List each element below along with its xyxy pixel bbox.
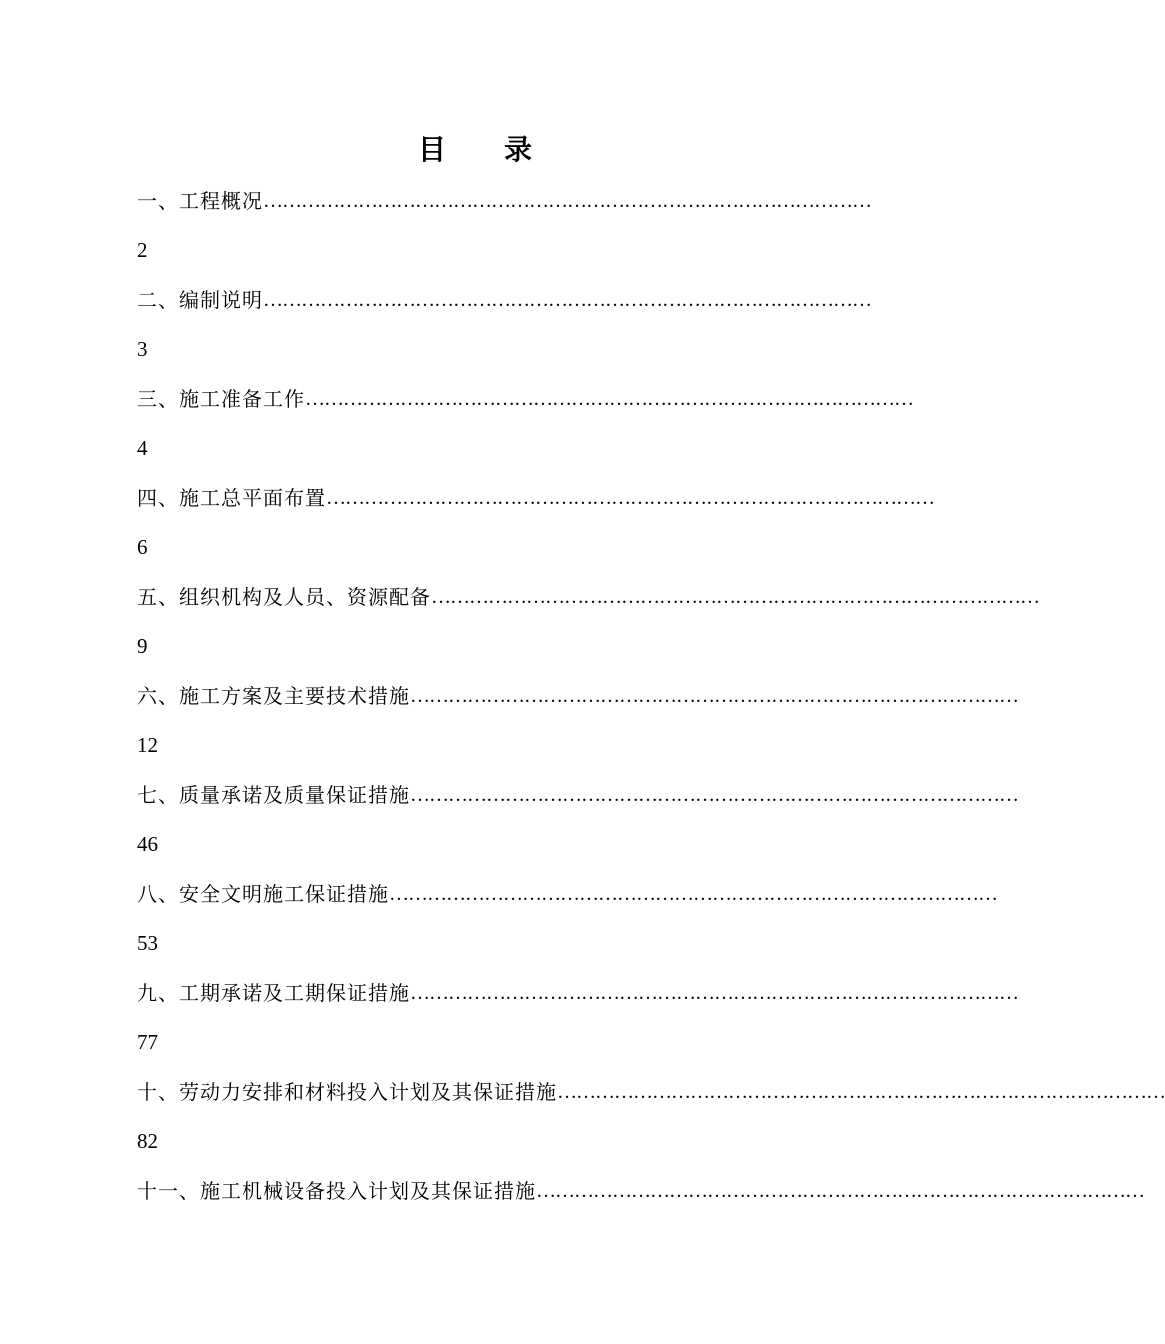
toc-entry-5[interactable] [137,577,1039,676]
toc-dot-leader: …………………………………………………………………………………… [305,388,913,410]
toc-entry-line [137,379,913,419]
toc-dot-leader: …………………………………………………………………………………… [263,289,871,311]
toc-entry-line [137,181,871,221]
toc-dot-leader: …………………………………………………………………………………… [557,1081,1165,1103]
toc-entry-line [137,676,1018,716]
toc-entry-label: 四、施工总平面布置 [137,486,326,510]
toc-dot-leader: …………………………………………………………………………………… [410,982,1018,1004]
toc-entry-line [137,1171,1144,1211]
toc-entry-page-number: 6 [137,535,148,559]
toc-entry-line [137,973,1018,1013]
toc-entry-label: 二、编制说明 [137,288,263,312]
toc-entry-9[interactable] [137,973,1018,1072]
toc-entry-6[interactable] [137,676,1018,775]
toc-entry-page-number: 2 [137,238,148,262]
toc-entry-line [137,874,997,914]
toc-entry-2[interactable] [137,280,871,379]
toc-entry-line [137,1072,1165,1112]
toc-entry-label: 八、安全文明施工保证措施 [137,882,389,906]
toc-dot-leader: …………………………………………………………………………………… [389,883,997,905]
toc-entry-label: 九、工期承诺及工期保证措施 [137,981,410,1005]
toc-dot-leader: …………………………………………………………………………………… [410,784,1018,806]
toc-entry-10[interactable] [137,1072,1165,1171]
toc-entry-3[interactable] [137,379,913,478]
toc-entry-label: 三、施工准备工作 [137,387,305,411]
toc-list [137,181,1165,1211]
toc-entry-page-number: 46 [137,832,158,856]
toc-entry-4[interactable] [137,478,934,577]
toc-entry-label: 十一、施工机械设备投入计划及其保证措施 [137,1179,536,1203]
toc-entry-label: 七、质量承诺及质量保证措施 [137,783,410,807]
toc-entry-line [137,577,1039,617]
toc-entry-7[interactable] [137,775,1018,874]
toc-dot-leader: …………………………………………………………………………………… [263,190,871,212]
toc-entry-line [137,280,871,320]
toc-entry-page-number: 9 [137,634,148,658]
toc-entry-line [137,775,1018,815]
toc-entry-page-number: 77 [137,1030,158,1054]
toc-title: 目录 [417,133,590,166]
toc-entry-label: 六、施工方案及主要技术措施 [137,684,410,708]
toc-entry-page-number: 53 [137,931,158,955]
toc-entry-label: 一、工程概况 [137,189,263,213]
toc-dot-leader: …………………………………………………………………………………… [431,586,1039,608]
toc-entry-page-number: 82 [137,1129,158,1153]
toc-entry-1[interactable] [137,181,871,280]
toc-dot-leader: …………………………………………………………………………………… [326,487,934,509]
toc-entry-line [137,478,934,518]
toc-dot-leader: …………………………………………………………………………………… [536,1180,1144,1202]
toc-entry-11[interactable] [137,1171,1144,1211]
toc-dot-leader: …………………………………………………………………………………… [410,685,1018,707]
toc-entry-page-number: 12 [137,733,158,757]
toc-entry-page-number: 4 [137,436,148,460]
toc-entry-label: 十、劳动力安排和材料投入计划及其保证措施 [137,1080,557,1104]
toc-entry-8[interactable] [137,874,997,973]
toc-entry-label: 五、组织机构及人员、资源配备 [137,585,431,609]
toc-entry-page-number: 3 [137,337,148,361]
